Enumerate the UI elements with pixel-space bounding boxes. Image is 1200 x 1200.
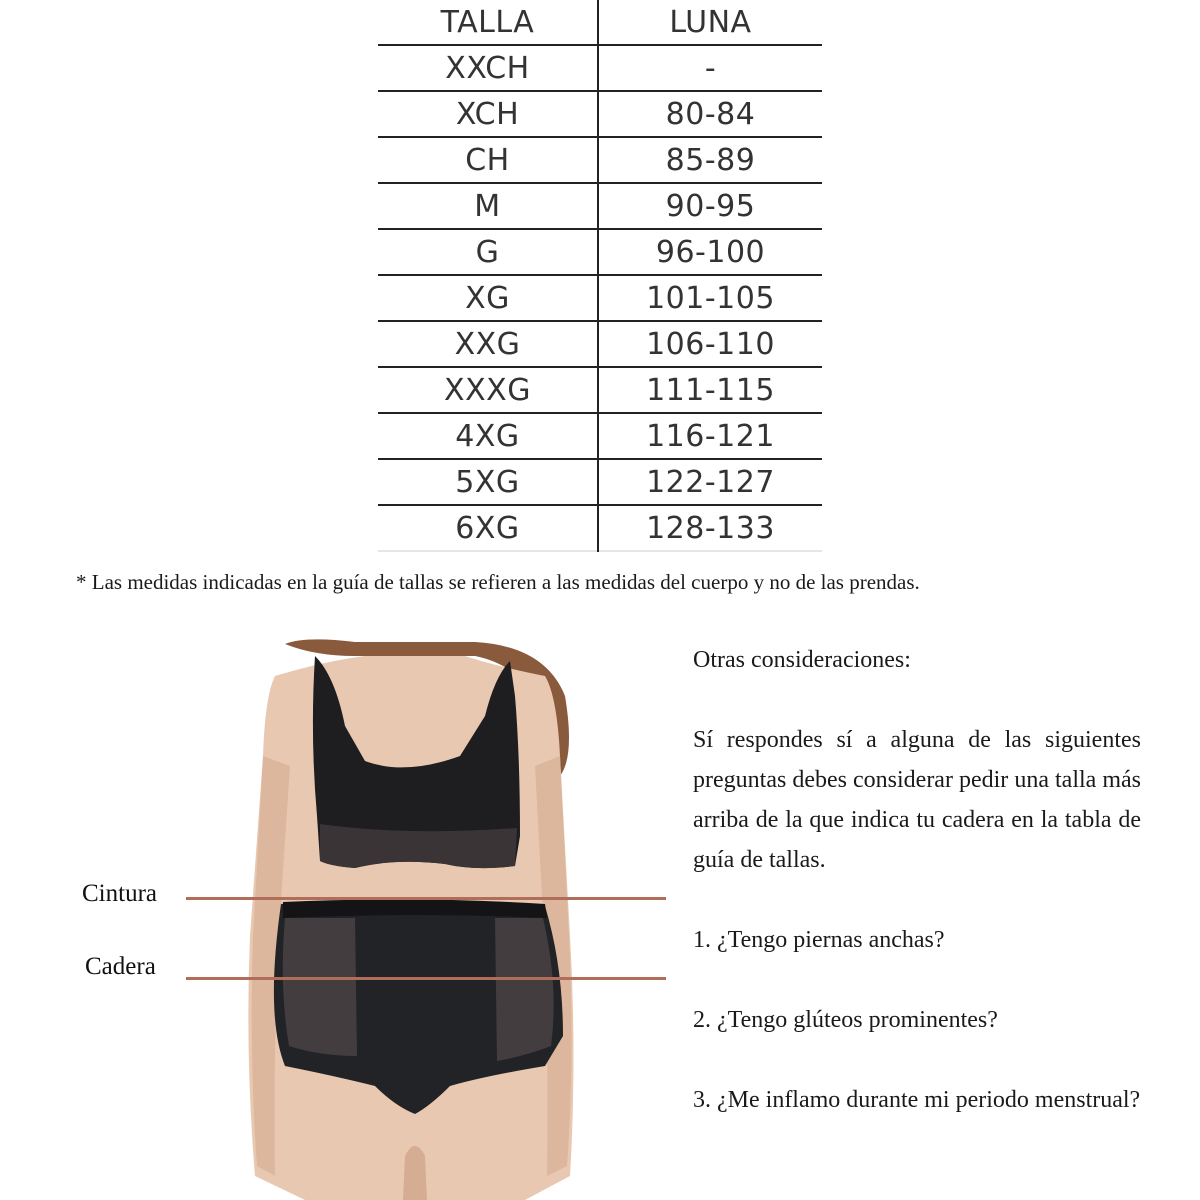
- table-row: [378, 91, 822, 137]
- table-row: [378, 459, 822, 505]
- considerations-intro: Sí respondes sí a alguna de las siguientes preguntas debes considerar pedir una talla más arriba de la que indica tu cadera en la tabla de guía de tallas.: [693, 727, 1141, 873]
- measure-cell: 106-110: [646, 326, 775, 362]
- size-table-header: [378, 0, 822, 45]
- considerations-panel: [693, 640, 1141, 1120]
- size-cell: M: [378, 183, 598, 229]
- table-row: [378, 45, 822, 91]
- table-row: [378, 505, 822, 551]
- size-cell: 6XG: [378, 505, 598, 551]
- considerations-title: Otras consideraciones:: [693, 647, 911, 673]
- measure-cell: -: [704, 50, 717, 86]
- model-photo: [245, 636, 577, 1200]
- measure-cell: 80-84: [665, 96, 756, 132]
- size-guide-footnote: * Las medidas indicadas en la guía de tallas se refieren a las medidas del cuerpo y no de las prendas.: [76, 570, 920, 594]
- measure-cell: 90-95: [665, 188, 756, 224]
- question-3: 3. ¿Me inflamo durante mi periodo menstrual?: [693, 1087, 1141, 1113]
- size-cell: CH: [378, 137, 598, 183]
- hip-label: Cadera: [85, 953, 156, 980]
- measure-cell: 85-89: [665, 142, 756, 178]
- table-row: [378, 183, 822, 229]
- measure-cell: 111-115: [646, 372, 775, 408]
- table-row: [378, 229, 822, 275]
- table-row: [378, 137, 822, 183]
- size-cell: XXXG: [378, 367, 598, 413]
- size-cell: XG: [378, 275, 598, 321]
- size-cell: XXCH: [378, 45, 598, 91]
- measure-cell: 122-127: [646, 464, 775, 500]
- waist-label: Cintura: [82, 880, 157, 907]
- size-table: [378, 0, 822, 552]
- size-cell: G: [378, 229, 598, 275]
- body-illustration-icon: [245, 636, 577, 1200]
- hip-line: [186, 977, 666, 980]
- measure-cell: 101-105: [646, 280, 775, 316]
- size-cell: XCH: [378, 91, 598, 137]
- measure-cell: 96-100: [655, 234, 766, 270]
- table-row: [378, 367, 822, 413]
- header-luna: LUNA: [669, 4, 752, 40]
- header-talla: TALLA: [378, 0, 598, 45]
- question-2: 2. ¿Tengo glúteos prominentes?: [693, 1007, 998, 1033]
- measure-cell: 128-133: [646, 510, 775, 546]
- size-cell: 4XG: [378, 413, 598, 459]
- measure-cell: 116-121: [646, 418, 775, 454]
- table-row: [378, 321, 822, 367]
- table-row: [378, 413, 822, 459]
- question-1: 1. ¿Tengo piernas anchas?: [693, 927, 945, 953]
- table-row: [378, 275, 822, 321]
- size-cell: XXG: [378, 321, 598, 367]
- waist-line: [186, 897, 666, 900]
- size-cell: 5XG: [378, 459, 598, 505]
